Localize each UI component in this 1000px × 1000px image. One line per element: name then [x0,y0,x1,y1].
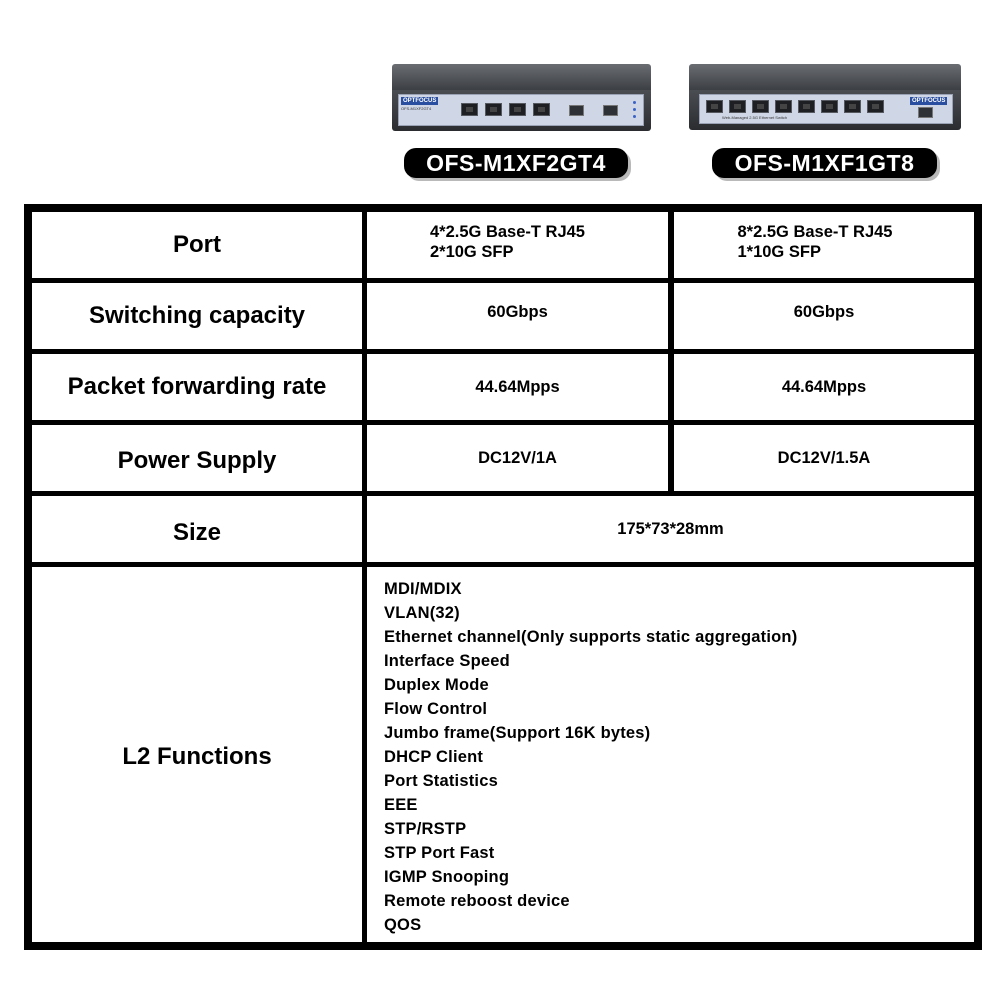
list-item: Ethernet channel(Only supports static aggregation) [384,628,798,646]
panel-model-text: OFS-M1XF2GT4 [401,106,432,111]
row-label-text: Switching capacity [88,302,306,329]
list-item: Port Statistics [384,772,498,790]
rj45-port [867,100,884,113]
status-led [633,115,636,118]
rj45-port [752,100,769,113]
status-led [633,101,636,104]
value-line: 2*10G SFP [429,243,514,261]
list-item: Jumbo frame(Support 16K bytes) [384,724,651,742]
value-line: 4*2.5G Base-T RJ45 [429,223,585,241]
port-value-model-2 [674,212,974,278]
rj45-port [821,100,838,113]
row-label-text: Size [172,519,222,546]
rj45-port [729,100,746,113]
sfp-port [918,107,933,118]
list-item: VLAN(32) [384,604,460,622]
switching-capacity-value-model-1: 60Gbps [367,283,668,349]
row-label-text: L2 Functions [122,742,272,770]
list-item: Interface Speed [384,652,510,670]
front-panel [398,94,644,126]
packet-forwarding-rate-value-model-2: 44.64Mpps [674,354,974,420]
switch-device-8port [689,64,961,130]
switching-capacity-value-model-2: 60Gbps [674,283,974,349]
port-value-model-1 [367,212,668,278]
rj45-port [533,103,550,116]
sfp-port [603,105,618,116]
rj45-port [485,103,502,116]
row-label-text: Packet forwarding rate [67,373,327,400]
list-item: EEE [384,796,418,814]
list-item: STP Port Fast [384,844,495,862]
row-label-text: Port [173,231,221,258]
panel-model-text: Web-Managed 2.5G Ethernet Switch [722,115,788,120]
status-led [633,108,636,111]
rj45-port [706,100,723,113]
row-label-packet-forwarding-rate [32,354,362,420]
sfp-port [569,105,584,116]
row-label-text: Power Supply [117,447,277,474]
rj45-port [844,100,861,113]
list-item: QOS [384,916,422,934]
list-item: MDI/MDIX [384,580,462,598]
rj45-port [461,103,478,116]
brand-logo: OPTFOCUS [912,98,946,104]
row-label-switching-capacity [32,283,362,349]
size-value: 175*73*28mm [367,496,974,562]
row-label-port [32,212,362,278]
row-label-power-supply [32,425,362,491]
value-line: 1*10G SFP [737,243,821,261]
rj45-port [798,100,815,113]
list-item: STP/RSTP [384,820,467,838]
row-label-size [32,496,362,562]
list-item: IGMP Snooping [384,868,510,886]
brand-logo: OPTFOCUS [403,98,437,104]
model-badge: OFS-M1XF2GT4 [404,148,628,178]
power-supply-value-model-2: DC12V/1.5A [674,425,974,491]
list-item: Flow Control [384,700,488,718]
list-item: Remote reboost device [384,892,570,910]
row-label-l2-functions [32,567,362,942]
rj45-port [509,103,526,116]
list-item: DHCP Client [384,748,484,766]
model-badge: OFS-M1XF1GT8 [712,148,937,178]
packet-forwarding-rate-value-model-1: 44.64Mpps [367,354,668,420]
front-panel [699,94,953,124]
power-supply-value-model-1: DC12V/1A [367,425,668,491]
value-line: 8*2.5G Base-T RJ45 [737,223,893,241]
list-item: Duplex Mode [384,676,489,694]
l2-functions-list [384,577,797,937]
switch-device-4port [392,64,651,131]
rj45-port [775,100,792,113]
